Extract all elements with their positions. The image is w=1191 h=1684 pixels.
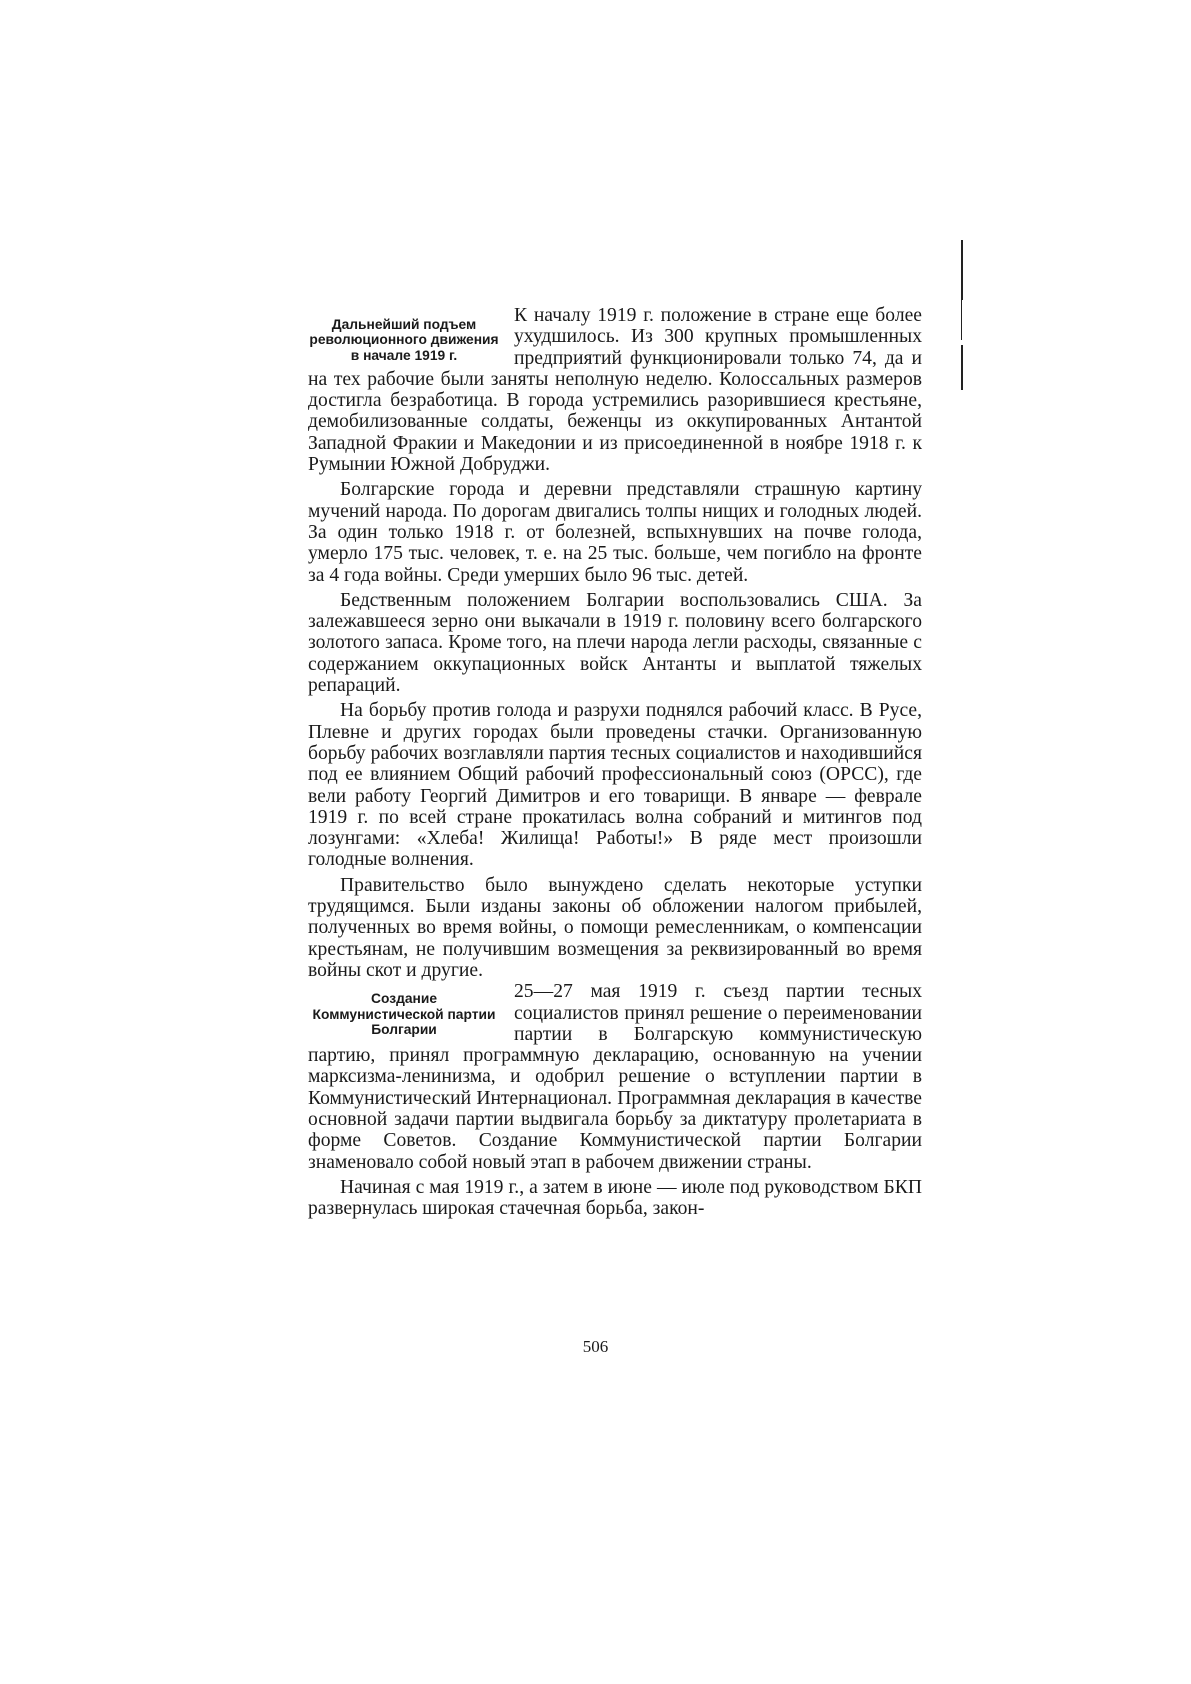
paragraph-1: К началу 1919 г. положение в стране еще более ухудшилось. Из 300 крупных промышленных предприятий функционировали только 74, да и на тех рабочие были заняты неполную неделю. Колоссальных размеров достигла безработица. В города устремились разорившиеся крестьяне, демобилизованные солдаты, беженцы из оккупированных Антантой Западной Фракии и Македонии и из присоединенной в ноябре 1918 г. к Румынии Южной Добруджи. <box>308 305 922 476</box>
sidenote-heading-communist-party: Создание Коммунистической партии Болгарии <box>312 991 496 1038</box>
page-number: 506 <box>582 1337 609 1356</box>
scan-margin-line <box>961 300 962 340</box>
text-column <box>308 305 922 1219</box>
sidenote-heading-revolution: Дальнейший подъем революционного движения в начале 1919 г. <box>309 317 499 363</box>
paragraph-5: Правительство было вынуждено сделать некоторые уступки трудящимся. Были изданы законы об обложении налогом прибылей, полученных во время войны, о помощи ремесленникам, о компенсации крестьянам, не получившим возмещения за реквизированный во время войны скот и другие. <box>308 874 922 981</box>
paragraph-3: Бедственным положением Болгарии воспользовались США. За залежавшееся зерно они выкачали в 1919 г. половину всего болгарского золотого запаса. Кроме того, на плечи народа легли расходы, связанные с содержанием оккупационных войск Антанты и выплатой тяжелых репараций. <box>308 589 922 697</box>
paragraph-6: 25—27 мая 1919 г. съезд партии тесных социалистов принял решение о переименовании партии в Болгарскую коммунистическую партию, принял программную декларацию, основанную на учении марксизма-ленинизма, и одобрил решение о вступлении партии в Коммунистический Интернационал. Программная декларация в качестве основной задачи партии выдвигала борьбу за диктатуру пролетариата в форме Советов. Создание Коммунистической партии Болгарии знаменовало собой новый этап в рабочем движении страны. <box>308 981 922 1173</box>
scan-margin-line <box>961 240 963 300</box>
scan-margin-line <box>961 345 963 390</box>
paragraph-7: Начиная с мая 1919 г., а затем в июне — июле под руководством БКП развернулась широкая стачечная борьба, закон- <box>308 1176 922 1220</box>
paragraph-2: Болгарские города и деревни представляли страшную картину мучений народа. По дорогам двигались толпы нищих и голодных людей. За один только 1918 г. от болезней, вспыхнувших на почве голода, умерло 175 тыс. человек, т. е. на 25 тыс. больше, чем погибло на фронте за 4 года войны. Среди умерших было 96 тыс. детей. <box>308 479 922 586</box>
paragraph-4: На борьбу против голода и разрухи поднялся рабочий класс. В Русе, Плевне и других городах были проведены стачки. Организованную борьбу рабочих возглавляли партия тесных социалистов и находившийся под ее влиянием Общий рабочий профессиональный союз (ОРСС), где вели работу Георгий Димитров и его товарищи. В январе — феврале 1919 г. по всей стране прокатилась волна собраний и митингов под лозунгами: «Хлеба! Жилища! Работы!» В ряде мест произошли голодные волнения. <box>308 700 922 871</box>
